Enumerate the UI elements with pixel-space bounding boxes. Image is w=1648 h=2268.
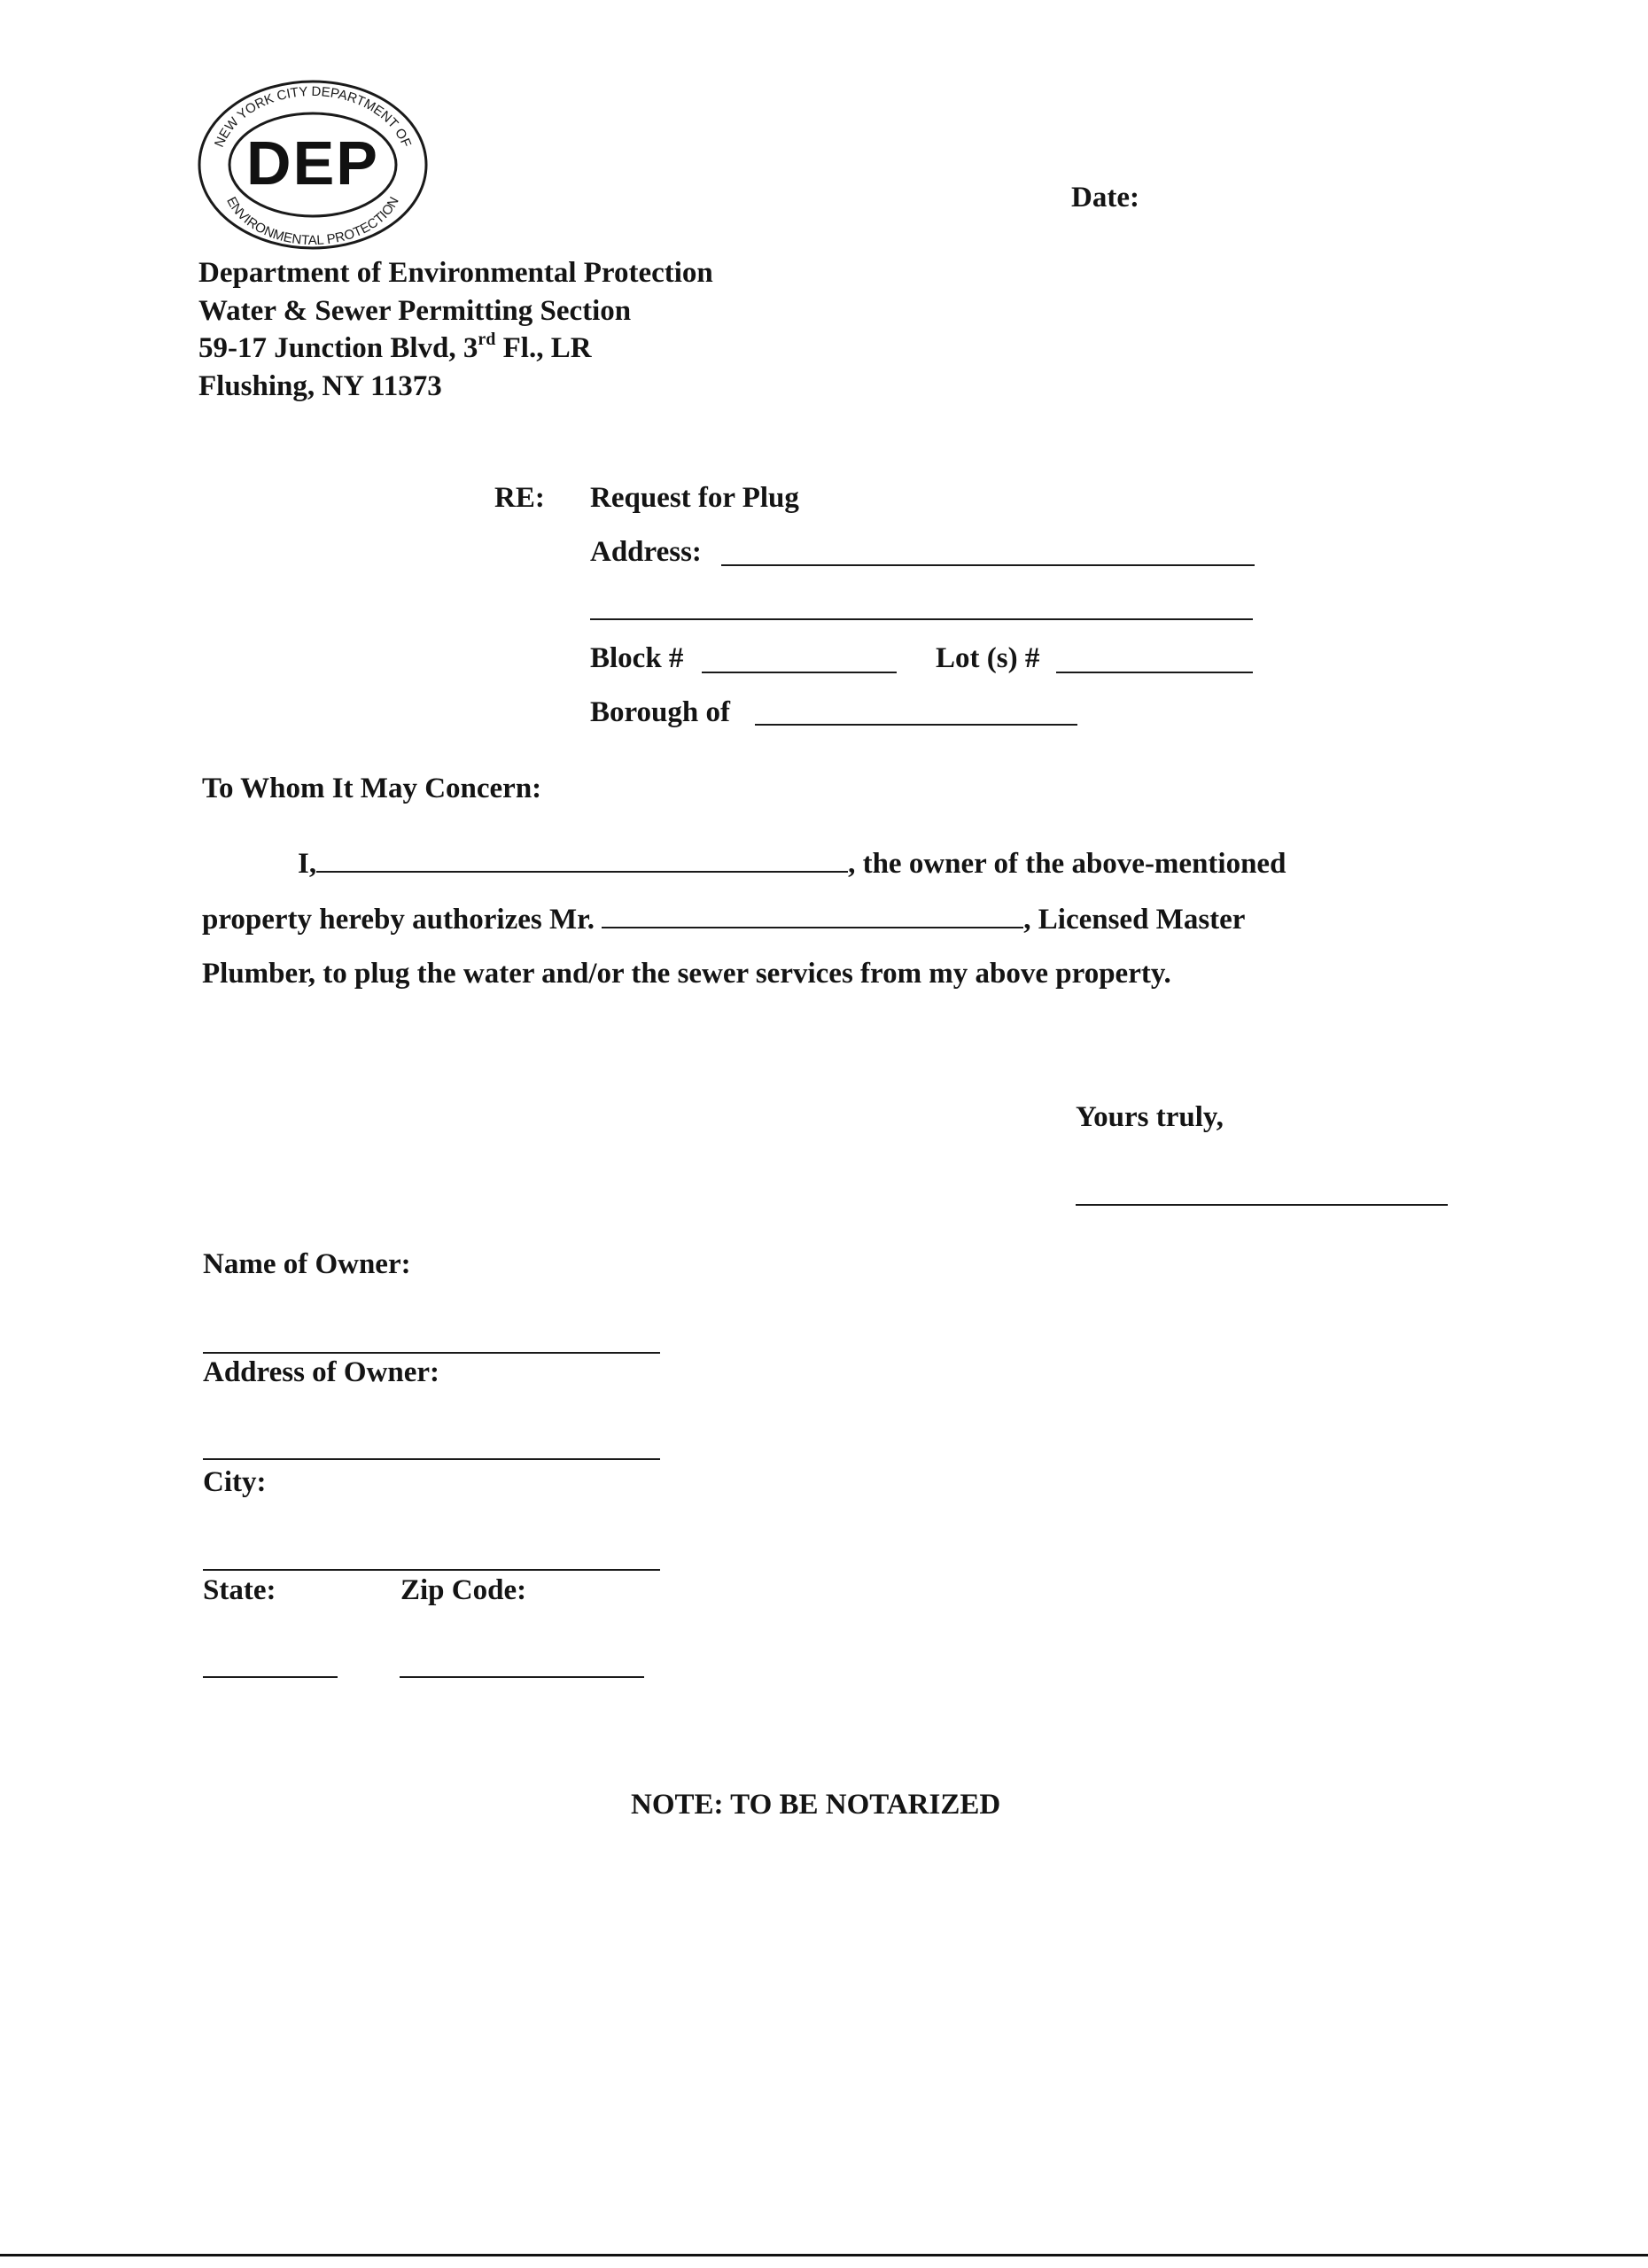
state-label: State: [203,1574,276,1606]
owner-name-label: Name of Owner: [203,1248,411,1280]
signature-line[interactable] [1076,1204,1448,1206]
logo-ring-top: NEW YORK CITY DEPARTMENT OF [211,83,415,150]
owner-name-blank[interactable] [316,844,848,873]
address-label: Address: [590,536,702,568]
closing: Yours truly, [1076,1101,1224,1133]
section-name: Water & Sewer Permitting Section [198,295,632,327]
borough-label: Borough of [590,696,731,728]
block-label: Block # [590,642,684,674]
owner-name-field[interactable] [203,1352,660,1354]
city-line: Flushing, NY 11373 [198,370,442,402]
body-line-1: I, , the owner of the above-mentioned [298,844,1286,882]
page-bottom-edge [0,2254,1648,2256]
logo-ring-bottom: ENVIRONMENTAL PROTECTION [223,194,402,249]
department-name: Department of Environmental Protection [198,257,713,289]
city-label: City: [203,1466,267,1498]
block-field[interactable] [702,672,897,673]
address-line-1[interactable] [721,564,1255,566]
body-line-2: property hereby authorizes Mr. , Licensed Master [202,900,1245,937]
re-label: RE: [494,482,545,514]
body-line-3: Plumber, to plug the water and/or the sewer services from my above property. [202,958,1171,990]
svg-text:ENVIRONMENTAL PROTECTION [223,194,401,248]
state-field[interactable] [203,1676,338,1678]
zip-field[interactable] [400,1676,644,1678]
re-subject: Request for Plug [590,482,799,514]
lot-label: Lot (s) # [936,642,1040,674]
lot-field[interactable] [1056,672,1253,673]
date-label: Date: [1071,182,1139,214]
owner-address-label: Address of Owner: [203,1356,440,1388]
dep-logo [197,78,429,252]
borough-field[interactable] [755,724,1077,726]
owner-address-field[interactable] [203,1458,660,1460]
notarize-note: NOTE: TO BE NOTARIZED [631,1789,1001,1821]
logo-initials: DEP [246,128,379,198]
salutation: To Whom It May Concern: [202,773,542,804]
zip-label: Zip Code: [400,1574,527,1606]
city-field[interactable] [203,1569,660,1571]
street-address: 59-17 Junction Blvd, 3rd Fl., LR [198,330,592,364]
address-line-2[interactable] [590,618,1253,620]
plumber-name-blank[interactable] [602,900,1023,928]
